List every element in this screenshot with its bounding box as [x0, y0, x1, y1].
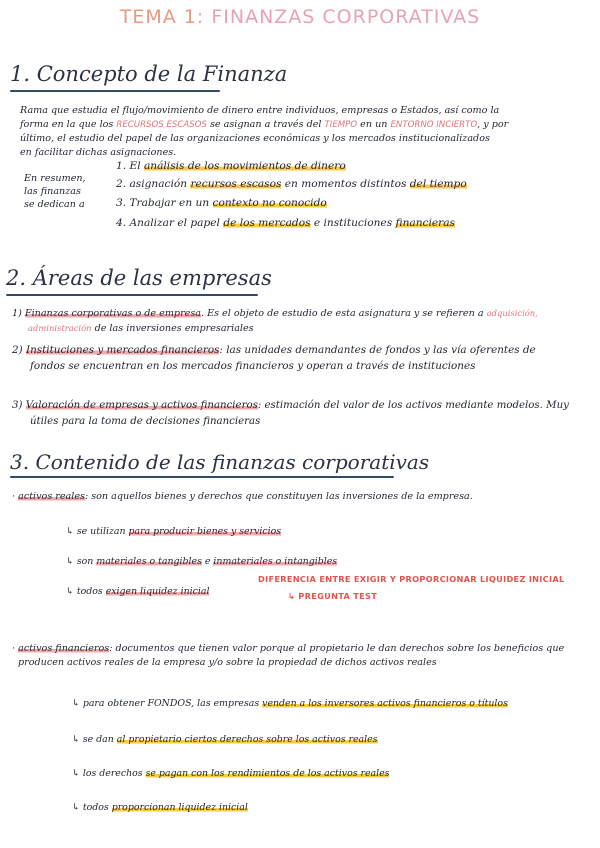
- s3-reales-bullet-2: [66, 556, 337, 567]
- s2-item-1-pink1: adquisición,: [486, 308, 538, 318]
- s3-fin-bullet-3-pre: ↳ los derechos: [72, 768, 146, 779]
- s3-reales-bullet-2-post: e: [201, 556, 214, 567]
- s3-reales-bullet-1: [66, 526, 281, 537]
- s3-reales-bullet-3-pre: ↳ todos: [66, 586, 106, 597]
- s1-item-2-hl2: del tiempo: [409, 178, 467, 190]
- s2-item-2-num: 2): [12, 344, 23, 356]
- s3-financieros-text2: producen activos reales de la empresa y/o sobre la propiedad de dichos activos reales: [18, 657, 437, 668]
- s1-line2b: se asignan a través del: [206, 119, 325, 130]
- s3-fin-bullet-3: [72, 768, 389, 779]
- title-part2: : FINANZAS CORPORATIVAS: [196, 6, 481, 28]
- s2-item-1-text: . Es el objeto de estudio de esta asignatura y se refieren a: [200, 308, 487, 319]
- section1-aside: [24, 172, 114, 211]
- s3-reales: · activos reales: son aquellos bienes y derechos que constituyen las inversiones de la empresa.: [12, 491, 473, 502]
- s3-reales-bullet-1-pre: ↳ se utilizan: [66, 526, 129, 537]
- section3-underline: [10, 476, 394, 478]
- s3-fin-bullet-2-hl: al propietario ciertos derechos sobre los activos reales: [116, 734, 378, 745]
- s1-line4: en facilitar dichas asignaciones.: [20, 147, 177, 158]
- section3-heading: 3. Contenido de las finanzas corporativas: [10, 450, 430, 474]
- s3-reales-bullet-3: [66, 586, 209, 597]
- s3-note-test: ↳ PREGUNTA TEST: [288, 591, 378, 601]
- section2-underline: [6, 294, 258, 296]
- s3-reales-bullet-2-hl: materiales o tangibles: [96, 556, 202, 567]
- s2-item-3-text2: útiles para la toma de decisiones financieras: [30, 416, 261, 427]
- page-title: [0, 6, 600, 28]
- s3-reales-text: : son aquellos bienes y derechos que constituyen las inversiones de la empresa.: [84, 491, 473, 502]
- s3-reales-hl: activos reales: [18, 491, 85, 502]
- aside-line1: En resumen,: [24, 173, 86, 184]
- section1-paragraph: [20, 104, 590, 160]
- s3-fin-bullet-1: [72, 698, 508, 709]
- section1-underline: [10, 90, 220, 92]
- s3-fin-bullet-1-hl: venden a los inversores activos financieros o títulos: [262, 698, 508, 709]
- s2-item-2-hl: Instituciones y mercados financieros: [25, 344, 220, 356]
- s1-tiempo: TIEMPO: [324, 120, 358, 130]
- section2-heading: 2. Áreas de las empresas: [6, 266, 272, 290]
- s1-item-4-post: e instituciones: [310, 217, 396, 229]
- s3-fin-bullet-4-hl: proporcionan liquidez inicial: [111, 802, 248, 813]
- s1-entorno: ENTORNO INCIERTO: [390, 120, 478, 130]
- s2-item-2: [12, 342, 592, 374]
- s1-item-2-pre: 2. asignación: [116, 178, 191, 190]
- s3-reales-bullet-2-pre: ↳ son: [66, 556, 97, 567]
- s3-fin-bullet-4: [72, 802, 248, 813]
- s1-line2c: en un: [357, 119, 391, 130]
- s1-item-2-post: en momentos distintos: [281, 178, 410, 190]
- s1-line2a: forma en la que los: [20, 119, 117, 130]
- s1-item-4-hl: de los mercados: [223, 217, 311, 229]
- s2-item-3-num: 3): [12, 400, 23, 411]
- s2-item-3-hl: Valoración de empresas y activos financieros: [25, 400, 258, 411]
- s2-item-1-text2: de las inversiones empresariales: [91, 323, 254, 334]
- s3-financieros-text: : documentos que tienen valor porque al propietario le dan derechos sobre los beneficios que: [109, 643, 565, 654]
- s1-item-1-pre: 1. El: [116, 160, 144, 172]
- s1-item-3: [116, 197, 327, 209]
- s3-reales-bullet-3-hl: exigen liquidez inicial: [105, 586, 210, 597]
- s1-item-1-hl: análisis de los movimientos de dinero: [143, 160, 346, 172]
- s2-item-3-text: : estimación del valor de los activos mediante modelos. Muy: [257, 400, 569, 411]
- s1-item-4-hl2: financieras: [395, 217, 455, 229]
- s2-item-1-num: 1): [12, 308, 22, 319]
- section1-heading: 1. Concepto de la Finanza: [10, 62, 288, 86]
- s2-item-1-pink2: administración: [28, 323, 92, 333]
- s1-item-4: [116, 217, 455, 229]
- s1-item-1: [116, 160, 346, 172]
- s3-note-difference: DIFERENCIA ENTRE EXIGIR Y PROPORCIONAR LIQUIDEZ INICIAL: [258, 574, 565, 584]
- s1-item-2-hl: recursos escasos: [190, 178, 282, 190]
- s1-item-3-hl: contexto no conocido: [212, 197, 327, 209]
- s1-line2d: , y por: [477, 119, 509, 130]
- s2-item-1: [12, 306, 592, 336]
- s3-reales-bullet-2-hl2: inmateriales o intangibles: [213, 556, 338, 567]
- s3-fin-bullet-1-pre: ↳ para obtener FONDOS, las empresas: [72, 698, 263, 709]
- s3-fin-bullet-4-pre: ↳ todos: [72, 802, 112, 813]
- s1-line3: último, el estudio del papel de las organizaciones económicas y los mercados institucionalizados: [20, 133, 490, 144]
- aside-line2: las finanzas: [24, 186, 81, 197]
- s1-item-3-pre: 3. Trabajar en un: [116, 197, 213, 209]
- s2-item-2-text: : las unidades demandantes de fondos y las vía oferentes de: [219, 344, 536, 356]
- s2-item-3: [12, 398, 592, 430]
- s1-line1: Rama que estudia el flujo/movimiento de dinero entre individuos, empresas o Estados, así como la: [20, 105, 500, 116]
- s2-item-1-hl: Finanzas corporativas o de empresa: [24, 308, 201, 319]
- s3-fin-bullet-2-pre: ↳ se dan: [72, 734, 117, 745]
- s3-fin-bullet-2: [72, 734, 378, 745]
- s1-item-4-pre: 4. Analizar el papel: [116, 217, 224, 229]
- s3-financieros-hl: activos financieros: [18, 643, 110, 654]
- s1-recursos: RECURSOS ESCASOS: [116, 120, 207, 130]
- s3-reales-bullet-1-hl: para producir bienes y servicios: [128, 526, 282, 537]
- s1-item-2: [116, 178, 467, 190]
- title-part1: TEMA 1: [119, 6, 197, 28]
- s3-fin-bullet-3-hl: se pagan con los rendimientos de los activos reales: [145, 768, 390, 779]
- s2-item-2-text2: fondos se encuentran en los mercados financieros y operan a través de instituciones: [30, 360, 476, 372]
- s3-financieros: · activos financieros: documentos que tienen valor porque al propietario le dan derechos sobre los beneficios que producen activos reales de la empresa y/o sobre la propiedad de dichos activos reales: [12, 643, 565, 668]
- aside-line3: se dedican a: [24, 199, 85, 210]
